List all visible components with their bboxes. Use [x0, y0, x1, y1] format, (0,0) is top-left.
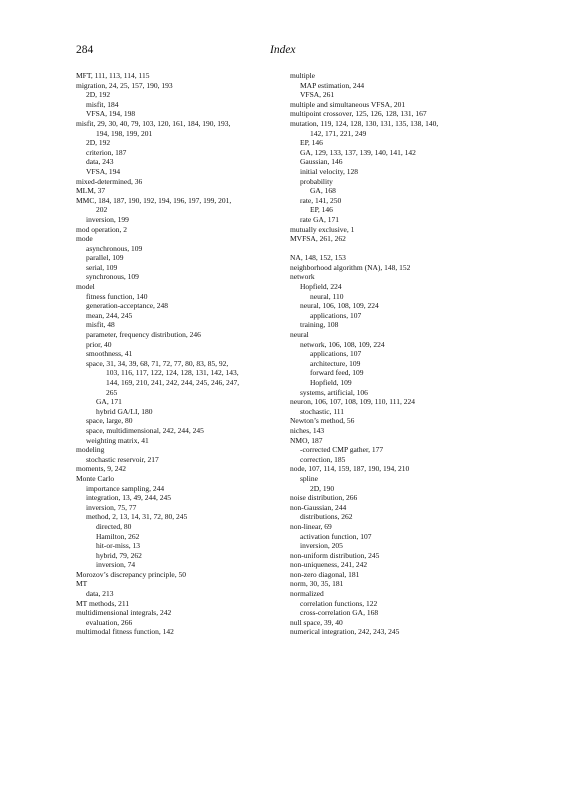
index-entry: 265 [106, 387, 118, 397]
index-entry: applications, 107 [310, 310, 362, 320]
index-entry: generation-acceptance, 248 [86, 301, 169, 311]
index-entry: moments, 9, 242 [76, 464, 126, 474]
index-entry: importance sampling, 244 [86, 483, 165, 493]
index-entry: integration, 13, 49, 244, 245 [86, 493, 171, 503]
index-entry: neural, 106, 108, 109, 224 [300, 301, 379, 311]
index-entry: NMO, 187 [290, 435, 323, 445]
index-entry: asynchronous, 109 [86, 243, 143, 253]
index-entry: architecture, 109 [310, 358, 361, 368]
index-entry: Hamilton, 262 [96, 531, 140, 541]
index-entry: neural [290, 330, 309, 340]
index-entry: stochastic, 111 [300, 406, 345, 416]
index-column-right [290, 71, 530, 637]
index-entry: correlation functions, 122 [300, 598, 378, 608]
index-entry: MT methods, 211 [76, 598, 130, 608]
index-entry: mutually exclusive, 1 [290, 224, 355, 234]
index-entry: misfit, 29, 30, 40, 79, 103, 120, 161, 184, 190, 193, [76, 118, 231, 128]
index-entry: mode [76, 234, 93, 244]
index-entry: norm, 30, 35, 181 [290, 579, 344, 589]
index-entry: 2D, 192 [86, 138, 111, 148]
index-entry: Gaussian, 146 [300, 157, 343, 167]
index-entry: MFT, 111, 113, 114, 115 [76, 71, 150, 80]
index-entry: model [76, 282, 95, 292]
index-entry: non-zero diagonal, 181 [290, 569, 360, 579]
index-entry: migration, 24, 25, 157, 190, 193 [76, 80, 173, 90]
index-entry: MT [76, 579, 88, 589]
index-entry: space, large, 80 [86, 416, 133, 426]
section-gap [290, 244, 530, 254]
index-entry: synchronous, 109 [86, 272, 139, 282]
index-entry: criterion, 187 [86, 147, 127, 157]
index-entry: Hopfield, 224 [300, 282, 342, 292]
index-entry: VFSA, 194 [86, 166, 121, 176]
index-entry: weighting matrix, 41 [86, 435, 149, 445]
index-entry: initial velocity, 128 [300, 166, 359, 176]
page-number: 284 [76, 44, 94, 56]
index-entry: -corrected CMP gather, 177 [300, 445, 384, 455]
index-entry: mean, 244, 245 [86, 310, 133, 320]
index-entry: 142, 171, 221, 249 [310, 128, 367, 138]
index-entry: forward feed, 109 [310, 368, 364, 378]
index-entry: systems, artificial, 106 [300, 387, 368, 397]
index-entry: data, 243 [86, 157, 114, 167]
index-entry: distributions, 262 [300, 512, 353, 522]
index-entry: niches, 143 [290, 425, 325, 435]
index-entry: GA, 168 [310, 186, 336, 196]
index-entry: 202 [96, 205, 108, 215]
index-entry: activation function, 107 [300, 531, 372, 541]
index-entry: MAP estimation, 244 [300, 80, 365, 90]
index-entry: noise distribution, 266 [290, 493, 358, 503]
index-entry: Morozov’s discrepancy principle, 50 [76, 569, 186, 579]
index-entry: inversion, 205 [300, 541, 343, 551]
index-entry: spline [300, 473, 318, 483]
index-entry: null space, 39, 40 [290, 617, 343, 627]
index-entry: applications, 107 [310, 349, 362, 359]
index-entry: 103, 116, 117, 122, 124, 128, 131, 142, 143, [106, 368, 239, 378]
index-entry: network [290, 272, 315, 282]
index-entry: correction, 185 [300, 454, 346, 464]
index-entry: non-Gaussian, 244 [290, 502, 347, 512]
index-entry: mod operation, 2 [76, 224, 128, 234]
index-entry: data, 213 [86, 589, 114, 599]
index-entry: GA, 171 [96, 397, 122, 407]
index-entry: hit-or-miss, 13 [96, 541, 141, 551]
index-entry: training, 108 [300, 320, 339, 330]
index-entry: fitness function, 140 [86, 291, 148, 301]
index-entry: misfit, 48 [86, 320, 115, 330]
index-entry: network, 106, 108, 109, 224 [300, 339, 385, 349]
index-entry: hybrid GA/LI, 180 [96, 406, 153, 416]
index-entry: normalized [290, 589, 324, 599]
index-entry: multidimensional integrals, 242 [76, 608, 172, 618]
index-column-left [76, 71, 308, 637]
index-entry: multiple and simultaneous VFSA, 201 [290, 99, 406, 109]
index-entry: probability [300, 176, 333, 186]
index-entry: smoothness, 41 [86, 349, 133, 359]
index-entry: MVFSA, 261, 262 [290, 234, 346, 244]
running-header-title: Index [270, 44, 296, 56]
index-entry: neural, 110 [310, 291, 344, 301]
index-entry: modeling [76, 445, 105, 455]
index-entry: non-uniqueness, 241, 242 [290, 560, 368, 570]
index-entry: EP, 146 [300, 138, 323, 148]
index-entry: hybrid, 79, 262 [96, 550, 142, 560]
index-entry: Newton’s method, 56 [290, 416, 355, 426]
index-entry: inversion, 199 [86, 214, 129, 224]
index-entry: non-uniform distribution, 245 [290, 550, 380, 560]
index-entry: 2D, 190 [310, 483, 335, 493]
index-entry: space, 31, 34, 39, 68, 71, 72, 77, 80, 83, 85, 92, [86, 358, 229, 368]
index-entry: parameter, frequency distribution, 246 [86, 330, 201, 340]
index-entry: 144, 169, 210, 241, 242, 244, 245, 246, 247, [106, 378, 240, 387]
index-entry: method, 2, 13, 14, 31, 72, 80, 245 [86, 512, 188, 522]
index-entry: parallel, 109 [86, 253, 124, 263]
index-entry: directed, 80 [96, 521, 132, 531]
index-entry: neuron, 106, 107, 108, 109, 110, 111, 224 [290, 397, 415, 407]
index-entry: mixed-determined, 36 [76, 176, 143, 186]
index-entry: serial, 109 [86, 262, 118, 272]
index-entry: MLM, 37 [76, 186, 106, 196]
index-entry: stochastic reservoir, 217 [86, 454, 159, 464]
index-entry: MMC, 184, 187, 190, 192, 194, 196, 197, 199, 201, [76, 195, 232, 205]
index-entry: numerical integration, 242, 243, 245 [290, 627, 400, 637]
index-entry: EP, 146 [310, 205, 333, 215]
index-entry: Hopfield, 109 [310, 378, 352, 387]
index-entry: rate, 141, 250 [300, 195, 342, 205]
index-entry: mutation, 119, 124, 128, 130, 131, 135, 138, 140, [290, 118, 439, 128]
index-entry: 2D, 192 [86, 90, 111, 100]
index-entry: misfit, 184 [86, 99, 119, 109]
index-entry: inversion, 74 [96, 560, 136, 570]
index-entry: VFSA, 261 [300, 90, 335, 100]
index-entry: VFSA, 194, 198 [86, 109, 136, 119]
index-entry: NA, 148, 152, 153 [290, 253, 346, 263]
index-entry: cross-correlation GA, 168 [300, 608, 379, 618]
index-entry: rate GA, 171 [300, 214, 339, 224]
index-entry: Monte Carlo [76, 473, 115, 483]
index-entry: GA, 129, 133, 137, 139, 140, 141, 142 [300, 147, 416, 157]
index-entry: multiple [290, 71, 315, 80]
index-entry: space, multidimensional, 242, 244, 245 [86, 425, 204, 435]
index-entry: inversion, 75, 77 [86, 502, 137, 512]
index-entry: multimodal fitness function, 142 [76, 627, 174, 637]
index-entry: neighborhood algorithm (NA), 148, 152 [290, 262, 411, 272]
index-entry: multipoint crossover, 125, 126, 128, 131, 167 [290, 109, 427, 119]
index-entry: prior, 40 [86, 339, 112, 349]
index-entry: 194, 198, 199, 201 [96, 128, 153, 138]
index-entry: non-linear, 69 [290, 521, 332, 531]
index-entry: node, 107, 114, 159, 187, 190, 194, 210 [290, 464, 410, 474]
index-entry: evaluation, 266 [86, 617, 133, 627]
